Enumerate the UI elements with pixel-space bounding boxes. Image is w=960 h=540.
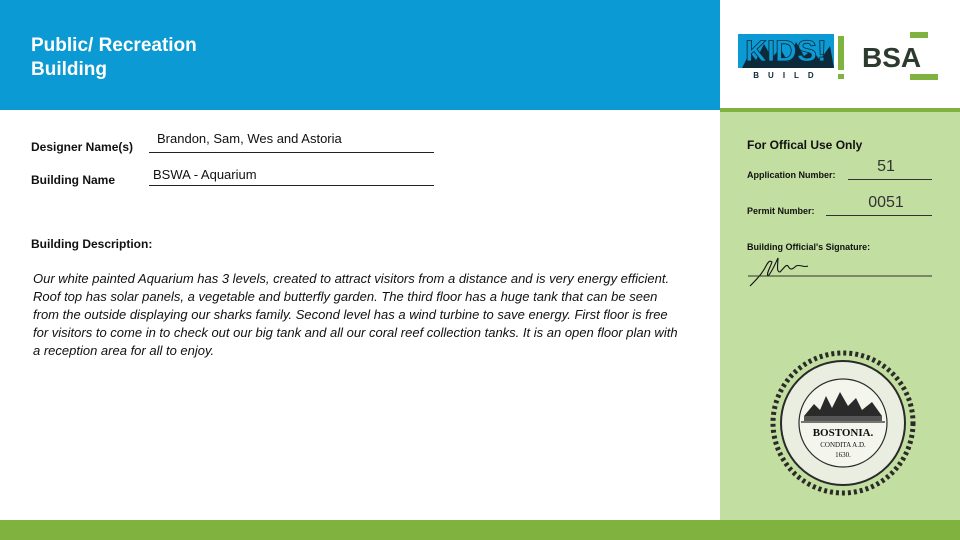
building-name-underline [149,185,434,186]
bsa-logo-bar-top [910,32,928,38]
footer-bar [0,520,960,540]
seal-name: BOSTONIA. [812,427,874,439]
permit-number-label: Permit Number: [747,206,815,216]
designer-underline [149,152,434,153]
designer-label: Designer Name(s) [31,140,134,154]
kids-logo-build: BUILD [753,71,823,80]
seal-year: 1630. [835,451,851,459]
kids-logo-bang [838,36,844,70]
bsa-logo-bar-bottom [910,74,938,80]
official-use-heading: For Offical Use Only [747,138,863,152]
signature-label: Building Official's Signature: [747,242,871,252]
kids-logo-word: KIDS! [745,35,827,68]
building-name-label: Building Name [31,173,116,187]
permit-number-underline [826,215,932,216]
description-label: Building Description: [31,237,153,251]
signature-stroke [750,258,808,286]
description-text: Our white painted Aquarium has 3 levels, created to attract visitors from a distance and is very energy efficient. Roof top has solar panels, a vegetable and butterfly garden. The third floor has a huge tank that can be seen from the outside displaying our sharks family. Second level has a wind turbine to save energy. First floor is free for visitors to come in to check out our big tank and all our coral reef collection tanks. It is an open floor plan with a reception area for all to enjoy. [33,271,678,358]
bsa-logo-word: BSA [862,42,922,73]
seal-condita: CONDITA A.D. [820,441,866,449]
page-title-line1: Public/ Recreation [31,35,197,56]
permit-number-value: 0051 [868,194,904,211]
kids-logo-bang-dot [838,74,844,79]
page-title [31,34,197,82]
application-number-label: Application Number: [747,170,836,180]
official-signature [748,254,938,290]
designer-value: Brandon, Sam, Wes and Astoria [157,131,342,146]
bsa-logo [860,32,940,82]
boston-seal [768,348,918,498]
application-number-value: 51 [877,158,895,175]
seal-waterline [804,416,882,421]
kids-build-logo [738,34,846,80]
building-name-value: BSWA - Aquarium [153,167,257,182]
page-title-line2: Building [31,59,107,80]
application-number-underline [848,179,932,180]
